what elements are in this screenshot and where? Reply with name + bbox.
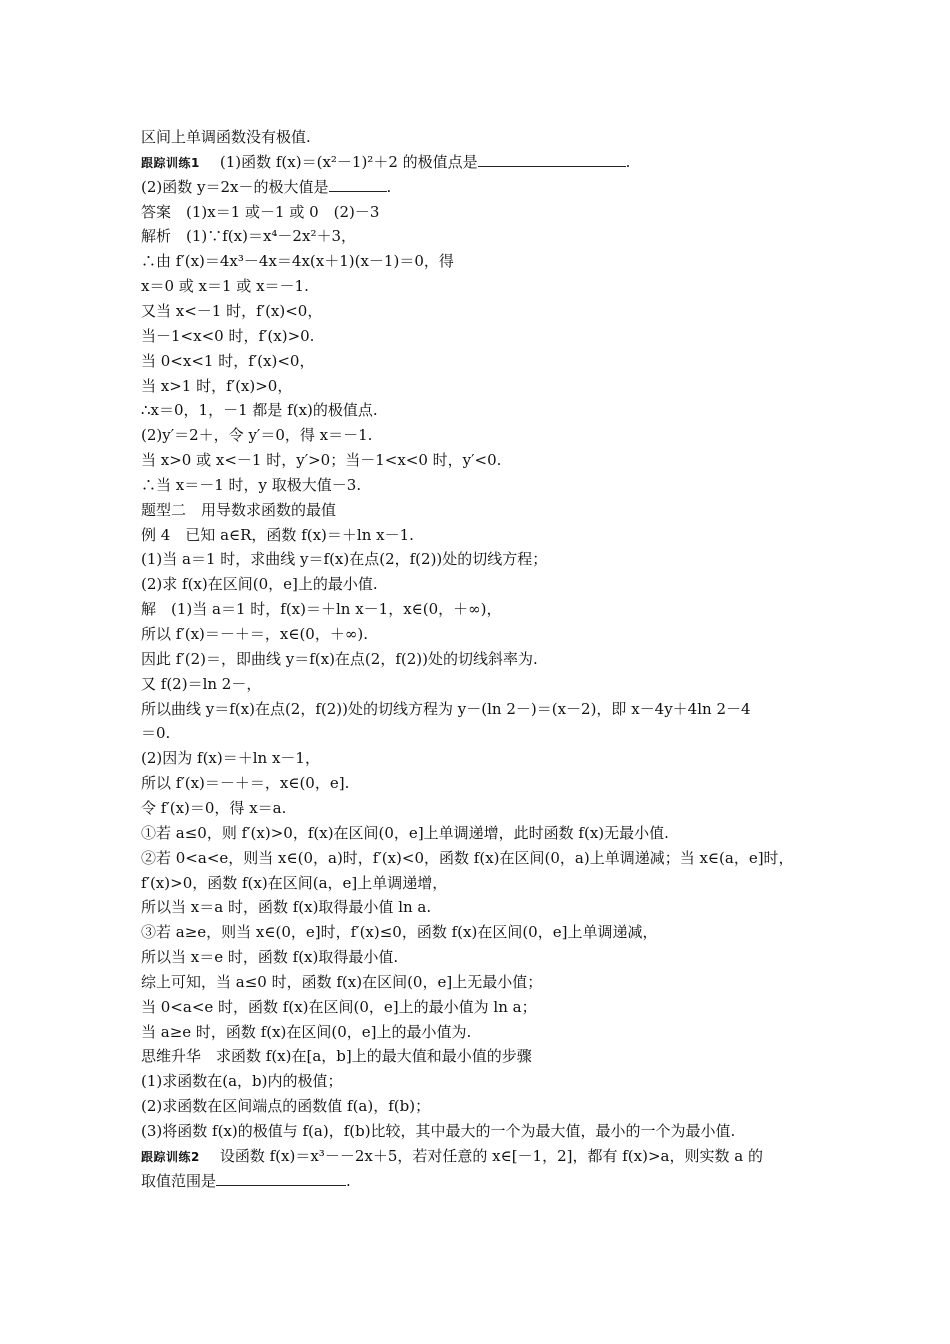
- text-line: [141, 598, 502, 622]
- line-text: 当 x>0 或 x<－1 时，y′>0；当－1<x<0 时，y′<0.: [141, 451, 502, 469]
- line-text: 解析 (1)∵f(x)＝x⁴－2x²＋3，: [141, 227, 356, 245]
- text-line: [141, 424, 372, 448]
- line-text: x＝0 或 x＝1 或 x＝－1.: [141, 277, 309, 295]
- text-line: [141, 126, 311, 150]
- text-line: [141, 548, 547, 572]
- answer-blank: [478, 151, 626, 167]
- exercise-tag: 跟踪训练2: [141, 1150, 200, 1164]
- text-line: [141, 1170, 351, 1194]
- text-line: [141, 698, 751, 722]
- text-line: [141, 822, 669, 846]
- text-line: [141, 201, 379, 225]
- text-line: [141, 1145, 763, 1169]
- text-line: [141, 499, 336, 523]
- text-line: [141, 325, 314, 349]
- text-line: [141, 996, 537, 1020]
- text-line: [141, 673, 261, 697]
- line-text: (1)函数 f(x)＝(x²－1)²＋2 的极值点是: [219, 153, 478, 171]
- line-text: ②若 0<a<e，则当 x∈(0，a)时，f′(x)<0，函数 f(x)在区间(0，a)上单调递减；当 x∈(a，e]时，: [141, 849, 794, 867]
- line-text: 当 0<a<e 时，函数 f(x)在区间(0，e]上的最小值为 ln a；: [141, 998, 537, 1016]
- line-text: 解 (1)当 a＝1 时，f(x)＝＋ln x－1，x∈(0，＋∞)，: [141, 600, 502, 618]
- line-text: 令 f′(x)＝0，得 x＝a.: [141, 799, 287, 817]
- line-text: ③若 a≥e，则当 x∈(0，e]时，f′(x)≤0，函数 f(x)在区间(0，e]上单调递减，: [141, 923, 658, 941]
- line-text: 当－1<x<0 时，f′(x)>0.: [141, 327, 315, 345]
- line-text: 所以曲线 y＝f(x)在点(2，f(2))处的切线方程为 y－(ln 2－)＝(x－2)，即 x－4y＋4ln 2－4: [141, 700, 751, 718]
- text-line: [141, 225, 356, 249]
- line-text: ∴当 x＝－1 时，y 取极大值－3.: [141, 476, 362, 494]
- line-text: 所以 f′(x)＝－＋＝，x∈(0，＋∞).: [141, 625, 368, 643]
- line-suffix: .: [625, 153, 631, 171]
- line-text: 取值范围是: [141, 1172, 217, 1190]
- text-line: [141, 573, 378, 597]
- text-line: [141, 300, 322, 324]
- text-line: [141, 375, 292, 399]
- line-text: (2)y′＝2＋，令 y′＝0，得 x＝－1.: [141, 426, 373, 444]
- text-line: [141, 971, 542, 995]
- line-text: (1)求函数在(a，b)内的极值；: [141, 1072, 343, 1090]
- text-line: [141, 1021, 471, 1045]
- line-text: 当 x>1 时，f′(x)>0，: [141, 377, 293, 395]
- line-text: (2)函数 y＝2x－的极大值是: [141, 178, 329, 196]
- line-suffix: .: [346, 1172, 351, 1190]
- text-line: [141, 524, 414, 548]
- line-text: 因此 f′(2)＝，即曲线 y＝f(x)在点(2，f(2))处的切线斜率为.: [141, 650, 538, 668]
- line-text: 所以 f′(x)＝－＋＝，x∈(0，e].: [141, 774, 350, 792]
- text-line: [141, 921, 657, 945]
- line-text: 综上可知，当 a≤0 时，函数 f(x)在区间(0，e]上无最小值；: [141, 973, 543, 991]
- text-line: [141, 1045, 532, 1069]
- text-line: [141, 1070, 343, 1094]
- line-text: 设函数 f(x)＝x³－－2x＋5，若对任意的 x∈[－1，2]，都有 f(x)>a，则实数 a 的: [219, 1147, 763, 1165]
- line-text: (1)当 a＝1 时，求曲线 y＝f(x)在点(2，f(2))处的切线方程；: [141, 550, 548, 568]
- exercise-tag: 跟踪训练1: [141, 156, 200, 170]
- line-text: ∴x＝0，1，－1 都是 f(x)的极值点.: [141, 401, 378, 419]
- line-text: (2)求函数在区间端点的函数值 f(a)，f(b)；: [141, 1097, 431, 1115]
- line-text: 当 0<x<1 时，f′(x)<0，: [141, 352, 315, 370]
- line-text: 当 a≥e 时，函数 f(x)在区间(0，e]上的最小值为.: [141, 1023, 472, 1041]
- text-line: [141, 1120, 735, 1144]
- text-line: [141, 847, 794, 871]
- line-text: 题型二 用导数求函数的最值: [141, 501, 337, 519]
- line-text: f′(x)>0，函数 f(x)在区间(a，e]上单调递增，: [141, 874, 448, 892]
- line-text: 区间上单调函数没有极值.: [141, 128, 311, 146]
- line-text: 所以当 x＝e 时，函数 f(x)取得最小值.: [141, 948, 399, 966]
- answer-blank: [216, 1170, 346, 1186]
- text-line: [141, 747, 320, 771]
- line-text: (2)因为 f(x)＝＋ln x－1，: [141, 749, 320, 767]
- answer-blank: [329, 176, 387, 192]
- text-line: [141, 250, 454, 274]
- line-text: 又当 x<－1 时，f′(x)<0，: [141, 302, 323, 320]
- line-text: 例 4 已知 a∈R，函数 f(x)＝＋ln x－1.: [141, 526, 414, 544]
- text-line: [141, 151, 630, 175]
- line-text: (2)求 f(x)在区间(0，e]上的最小值.: [141, 575, 378, 593]
- text-line: [141, 648, 538, 672]
- text-line: [141, 275, 309, 299]
- line-text: 思维升华 求函数 f(x)在[a，b]上的最大值和最小值的步骤: [141, 1047, 532, 1065]
- text-line: [141, 797, 286, 821]
- text-line: [141, 449, 501, 473]
- line-text: ＝0.: [141, 724, 171, 742]
- text-line: [141, 623, 368, 647]
- text-line: [141, 872, 447, 896]
- line-text: 又 f(2)＝ln 2－，: [141, 675, 262, 693]
- text-line: [141, 399, 378, 423]
- text-line: [141, 1095, 430, 1119]
- line-text: 答案 (1)x＝1 或－1 或 0 (2)－3: [141, 203, 380, 221]
- text-line: [141, 474, 361, 498]
- text-line: [141, 722, 170, 746]
- line-text: (3)将函数 f(x)的极值与 f(a)，f(b)比较，其中最大的一个为最大值，最小的一个为最小值.: [141, 1122, 736, 1140]
- line-text: 所以当 x＝a 时，函数 f(x)取得最小值 ln a.: [141, 898, 432, 916]
- line-text: ①若 a≤0，则 f′(x)>0，f(x)在区间(0，e]上单调递增，此时函数 f(x)无最小值.: [141, 824, 669, 842]
- line-text: ∴由 f′(x)＝4x³－4x＝4x(x＋1)(x－1)＝0，得: [141, 252, 454, 270]
- line-suffix: .: [386, 178, 392, 196]
- text-line: [141, 946, 398, 970]
- text-line: [141, 350, 314, 374]
- text-line: [141, 896, 431, 920]
- text-line: [141, 772, 349, 796]
- text-line: [141, 176, 391, 200]
